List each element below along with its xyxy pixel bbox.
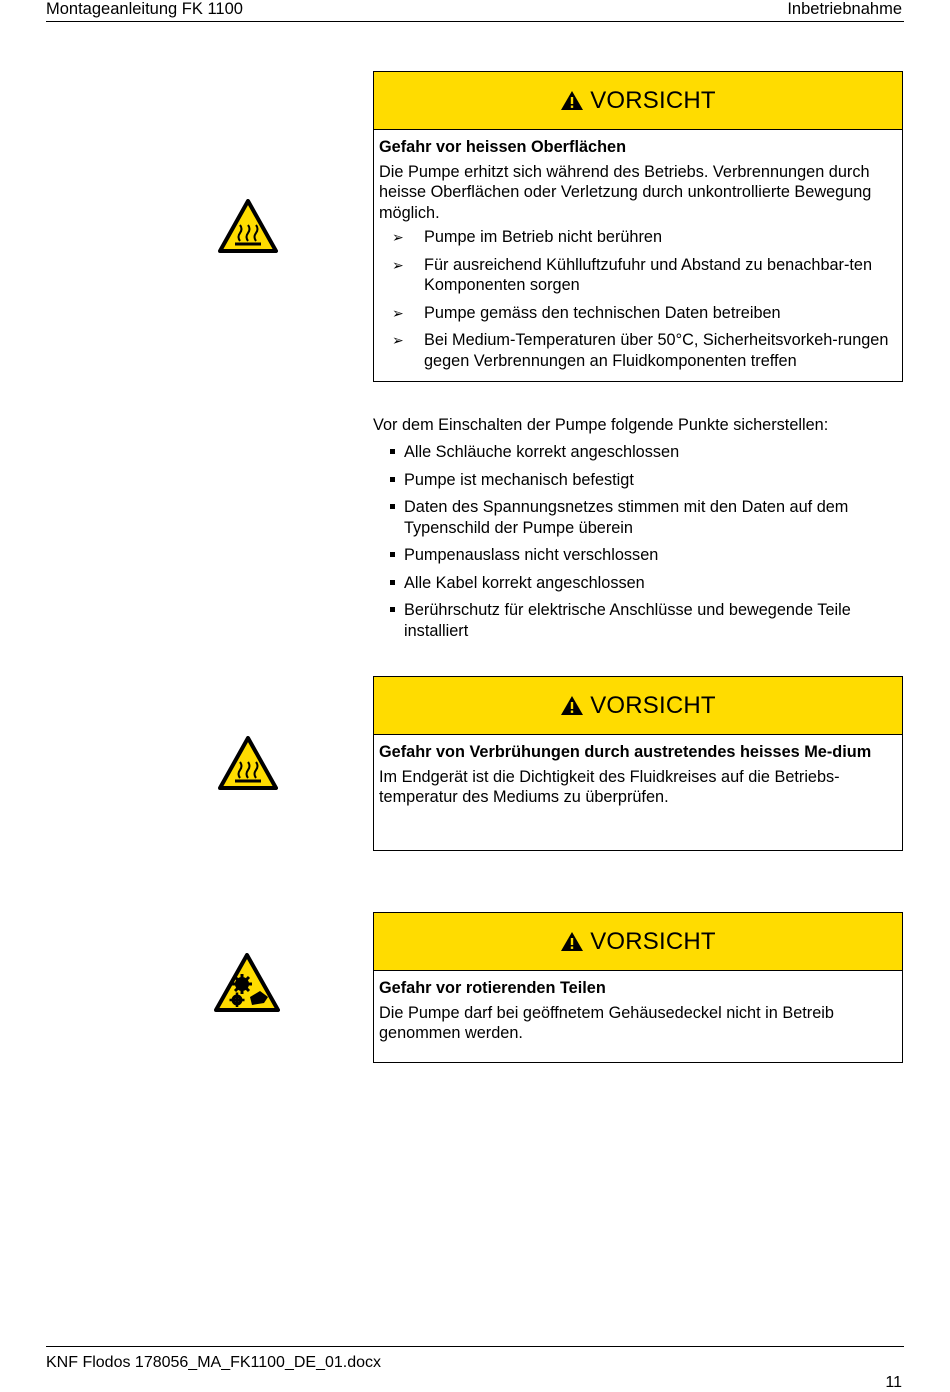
arrow-bullet-icon: ➢ xyxy=(392,229,404,245)
bullet-icon xyxy=(390,504,395,509)
list-item: Pumpe ist mechanisch befestigt xyxy=(390,470,910,491)
list-item: Pumpenauslass nicht verschlossen xyxy=(390,545,910,566)
document-title: Montageanleitung FK 1100 xyxy=(46,0,243,18)
warning-header xyxy=(374,677,902,735)
alert-triangle-icon xyxy=(560,931,584,952)
warning-text: Die Pumpe darf bei geöffnetem Gehäusedeckel nicht in Betreib genommen werden. xyxy=(379,1003,834,1042)
warning-box-hot-surfaces xyxy=(373,71,903,382)
precaution-list xyxy=(379,227,897,371)
warning-heading: VORSICHT xyxy=(590,86,716,114)
list-item: Alle Kabel korrekt angeschlossen xyxy=(390,573,910,594)
page-number: 11 xyxy=(885,1374,902,1391)
list-item: ➢ Bei Medium-Temperaturen über 50°C, Sicherheitsvorkeh-rungen gegen Verbrennungen an Fluidkomponenten treffen xyxy=(392,331,889,370)
warning-heading: VORSICHT xyxy=(590,691,716,719)
bullet-icon xyxy=(390,580,395,585)
section-title: Inbetriebnahme xyxy=(787,0,902,18)
list-item: Alle Schläuche korrekt angeschlossen xyxy=(390,442,910,463)
warning-box-scalding xyxy=(373,676,903,851)
warning-title: Gefahr vor heissen Oberflächen xyxy=(379,138,627,156)
warning-box-rotating-parts xyxy=(373,912,903,1063)
bullet-icon xyxy=(390,607,395,612)
hot-surface-warning-icon xyxy=(218,736,278,790)
warning-text: Die Pumpe erhitzt sich während des Betriebs. Verbrennungen durch heisse Oberflächen oder Verletzung durch unkontrollierte Bewegung möglich. xyxy=(379,162,872,222)
page-header xyxy=(46,0,904,22)
warning-header xyxy=(374,913,902,971)
alert-triangle-icon xyxy=(560,90,584,111)
warning-title: Gefahr vor rotierenden Teilen xyxy=(379,979,606,997)
checklist xyxy=(390,442,910,648)
footer-filename: KNF Flodos 178056_MA_FK1100_DE_01.docx xyxy=(46,1354,382,1371)
arrow-bullet-icon: ➢ xyxy=(392,256,404,273)
bullet-icon xyxy=(390,552,395,557)
warning-heading: VORSICHT xyxy=(590,927,716,955)
alert-triangle-icon xyxy=(560,695,584,716)
hot-surface-warning-icon xyxy=(218,199,278,253)
warning-text: Im Endgerät ist die Dichtigkeit des Fluidkreises auf die Betriebs-temperatur des Mediums zu überprüfen. xyxy=(379,767,840,806)
list-item: Berührschutz für elektrische Anschlüsse und bewegende Teile installiert xyxy=(390,600,910,641)
arrow-bullet-icon: ➢ xyxy=(392,304,404,321)
checklist-intro: Vor dem Einschalten der Pumpe folgende Punkte sicherstellen: xyxy=(373,416,829,434)
list-item: Daten des Spannungsnetzes stimmen mit den Daten auf dem Typenschild der Pumpe überein xyxy=(390,497,910,538)
bullet-icon xyxy=(390,477,395,482)
rotating-parts-warning-icon xyxy=(214,953,280,1013)
warning-header xyxy=(374,72,902,130)
footer-divider xyxy=(46,1346,904,1347)
list-item: ➢ Pumpe im Betrieb nicht berühren xyxy=(392,228,663,246)
arrow-bullet-icon: ➢ xyxy=(392,332,404,348)
list-item: ➢ Pumpe gemäss den technischen Daten betreiben xyxy=(392,303,781,322)
warning-title: Gefahr von Verbrühungen durch austretendes heisses Me-dium xyxy=(379,743,872,761)
list-item: ➢ Für ausreichend Kühlluftzufuhr und Abstand zu benachbar-ten Komponenten sorgen xyxy=(392,255,873,294)
bullet-icon xyxy=(390,449,395,454)
